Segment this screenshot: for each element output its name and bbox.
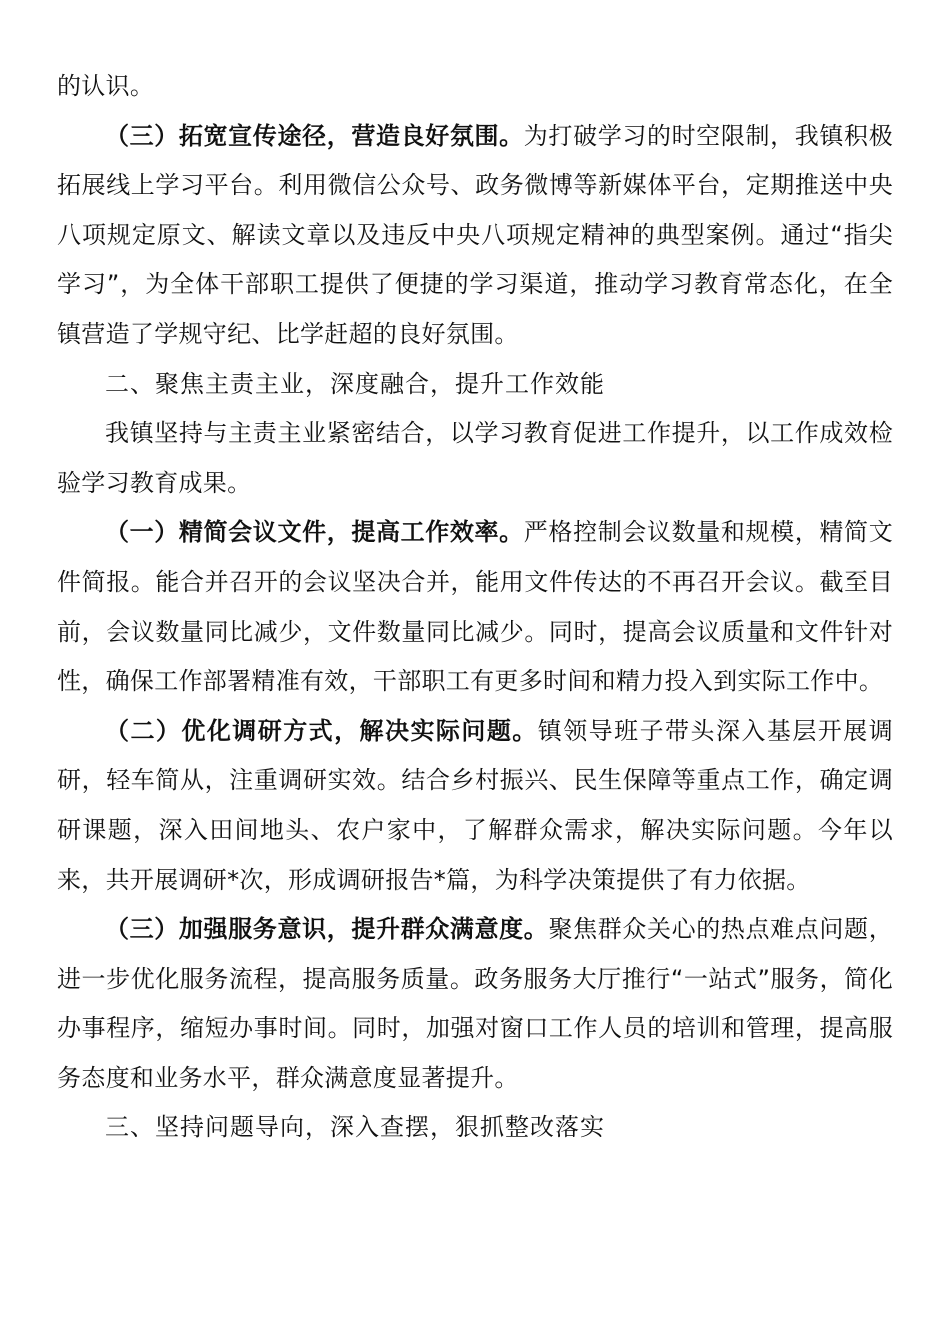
document-page: [57, 62, 893, 1153]
paragraph-service: [57, 905, 893, 1103]
paragraph-continuation: [57, 62, 893, 112]
paragraph-research: [57, 707, 893, 905]
section-heading-two: [57, 360, 893, 410]
paragraph-text: 镇领导班子带头深入基层开展调研，轻车简从，注重调研实效。结合乡村振兴、民生保障等重点工作，确定调研课题，深入田间地头、农户家中，了解群众需求，解决实际问题。今年以来，共开展调研*次，形成调研报告*篇，为科学决策提供了有力依据。: [57, 716, 893, 894]
section-heading-text: 二、聚焦主责主业，深度融合，提升工作效能: [105, 369, 605, 398]
paragraph-lead-heading: （一）精简会议文件，提高工作效率。: [105, 518, 524, 547]
paragraph-intro: [57, 409, 893, 508]
section-heading-three: [57, 1103, 893, 1153]
paragraph-text: 我镇坚持与主责主业紧密结合，以学习教育促进工作提升，以工作成效检验学习教育成果。: [57, 419, 893, 497]
paragraph-lead-heading: （三）加强服务意识，提升群众满意度。: [105, 915, 549, 944]
paragraph-text: 聚焦群众关心的热点难点问题，进一步优化服务流程，提高服务质量。政务服务大厅推行“一站式”服务，简化办事程序，缩短办事时间。同时，加强对窗口工作人员的培训和管理，提高服务态度和业务水平，群众满意度显著提升。: [57, 915, 893, 1092]
paragraph-text: 严格控制会议数量和规模，精简文件简报。能合并召开的会议坚决合并，能用文件传达的不再召开会议。截至目前，会议数量同比减少，文件数量同比减少。同时，提高会议质量和文件针对性，确保工作部署精准有效，干部职工有更多时间和精力投入到实际工作中。: [57, 518, 893, 696]
paragraph-publicity: [57, 112, 893, 360]
paragraph-lead-heading: （二）优化调研方式，解决实际问题。: [105, 716, 538, 745]
section-heading-text: 三、坚持问题导向，深入查摆，狠抓整改落实: [105, 1113, 605, 1142]
paragraph-meetings: [57, 508, 893, 706]
paragraph-text: 为打破学习的时空限制，我镇积极拓展线上学习平台。利用微信公众号、政务微博等新媒体平台，定期推送中央八项规定原文、解读文章以及违反中央八项规定精神的典型案例。通过“指尖学习”，为全体干部职工提供了便捷的学习渠道，推动学习教育常态化，在全镇营造了学规守纪、比学赶超的良好氛围。: [57, 121, 893, 348]
paragraph-text: 的认识。: [57, 72, 155, 100]
paragraph-lead-heading: （三）拓宽宣传途径，营造良好氛围。: [105, 121, 524, 150]
